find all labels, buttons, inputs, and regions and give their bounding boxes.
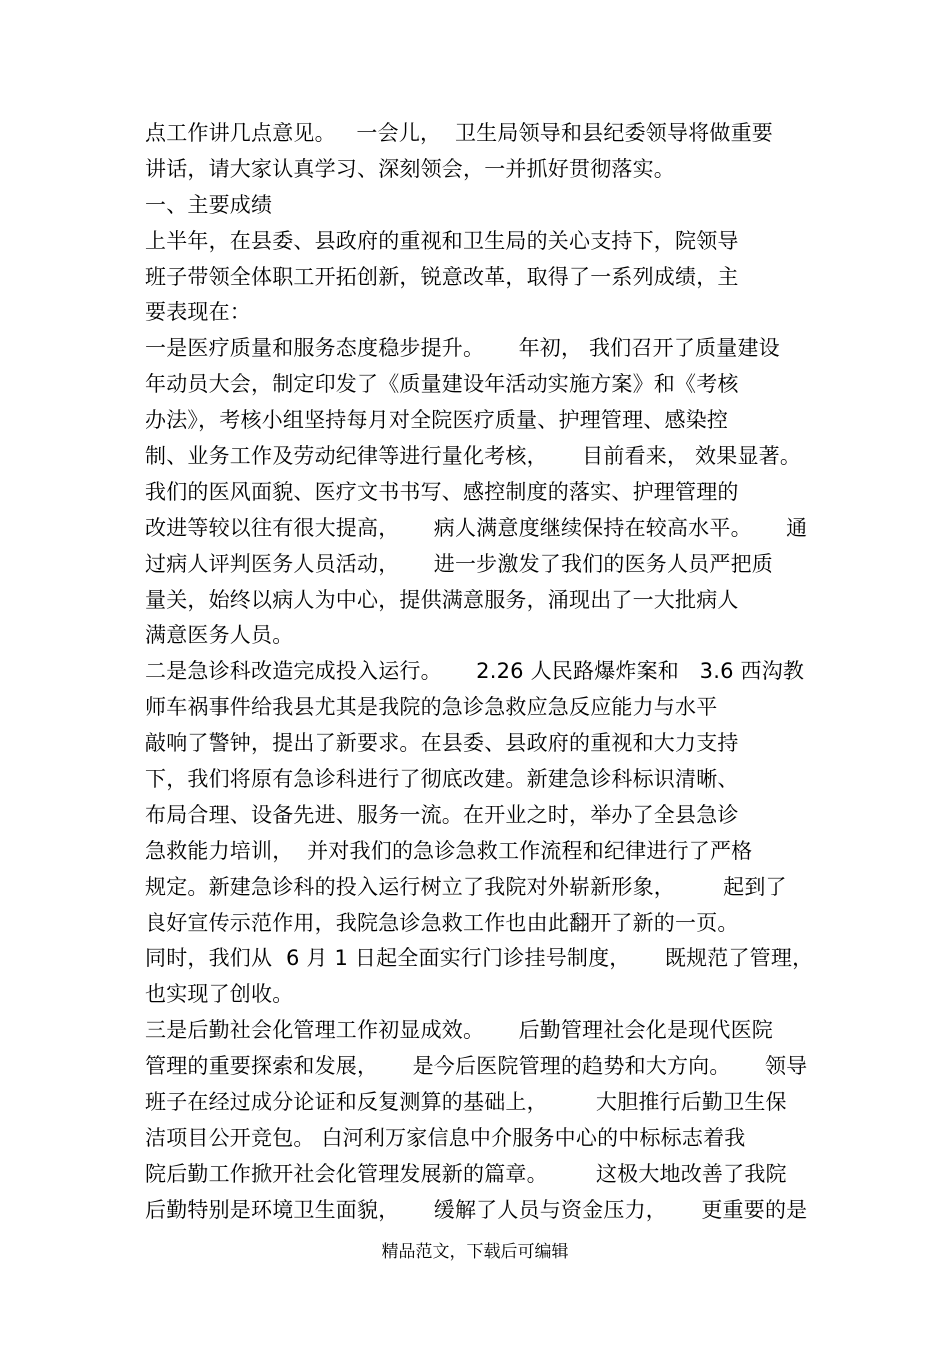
text-line: 满意医务人员。: [145, 623, 294, 648]
text-line: 三是后勤社会化管理工作初显成效。 后勤管理社会化是现代医院: [145, 1018, 773, 1043]
text-line: 管理的重要探索和发展， 是今后医院管理的趋势和大方向。 领导: [145, 1054, 808, 1079]
text-line: 要表现在：: [145, 300, 251, 325]
text-line: 院后勤工作掀开社会化管理发展新的篇章。 这极大地改善了我院: [145, 1161, 787, 1186]
text-line: 也实现了创收。: [145, 982, 294, 1007]
text-line: 布局合理、设备先进、服务一流。在开业之时，举办了全县急诊: [145, 802, 739, 827]
text-line: 点工作讲几点意见。 一会儿， 卫生局领导和县纪委领导将做重要: [145, 121, 773, 145]
document-body: [145, 116, 815, 1229]
text-line: 改进等较以往有很大提高， 病人满意度继续保持在较高水平。 通: [145, 515, 808, 540]
section-heading: 一、主要成绩: [145, 192, 273, 217]
text-line: 过病人评判医务人员活动， 进一步激发了我们的医务人员严把质: [145, 551, 773, 576]
text-line: 讲话，请大家认真学习、深刻领会，一并抓好贯彻落实。: [145, 156, 675, 181]
text-line: 我们的医风面貌、医疗文书书写、感控制度的落实、护理管理的: [145, 479, 739, 504]
text-line: 一是医疗质量和服务态度稳步提升。 年初， 我们召开了质量建设: [145, 336, 780, 361]
text-line: 下，我们将原有急诊科进行了彻底改建。新建急诊科标识清晰、: [145, 767, 739, 792]
text-line: 洁项目公开竞包。 白河利万家信息中介服务中心的中标标志着我: [145, 1125, 746, 1150]
text-line: 办法》，考核小组坚持每月对全院医疗质量、护理管理、感染控: [145, 408, 729, 433]
text-line: 师车祸事件给我县尤其是我院的急诊急救应急反应能力与水平: [145, 695, 718, 720]
text-line: 班子带领全体职工开拓创新，锐意改革，取得了一系列成绩，主: [145, 264, 739, 289]
text-line: 班子在经过成分论证和反复测算的基础上， 大胆推行后勤卫生保: [145, 1090, 787, 1115]
text-line: 年动员大会，制定印发了《质量建设年活动实施方案》和《考核: [145, 372, 739, 397]
text-line: 量关，始终以病人为中心，提供满意服务，涌现出了一大批病人: [145, 587, 739, 612]
text-line: 敲响了警钟，提出了新要求。在县委、县政府的重视和大力支持: [145, 731, 739, 756]
text-line: 上半年，在县委、县政府的重视和卫生局的关心支持下，院领导: [145, 228, 739, 253]
page-footer: 精品范文，下载后可编辑: [381, 1242, 569, 1262]
text-line: 规定。新建急诊科的投入运行树立了我院对外崭新形象， 起到了: [145, 874, 787, 899]
text-line: 后勤特别是环境卫生面貌， 缓解了人员与资金压力， 更重要的是: [145, 1197, 808, 1222]
text-line: 同时，我们从 6 月 1 日起全面实行门诊挂号制度， 既规范了管理，: [145, 946, 814, 971]
text-line: 制、业务工作及劳动纪律等进行量化考核， 目前看来， 效果显著。: [145, 444, 802, 469]
text-line: 良好宣传示范作用，我院急诊急救工作也由此翻开了新的一页。: [145, 910, 739, 935]
text-line: 二是急诊科改造完成投入运行。 2.26 人民路爆炸案和 3.6 西沟教: [145, 659, 805, 684]
text-line: 急救能力培训， 并对我们的急诊急救工作流程和纪律进行了严格: [145, 838, 753, 863]
